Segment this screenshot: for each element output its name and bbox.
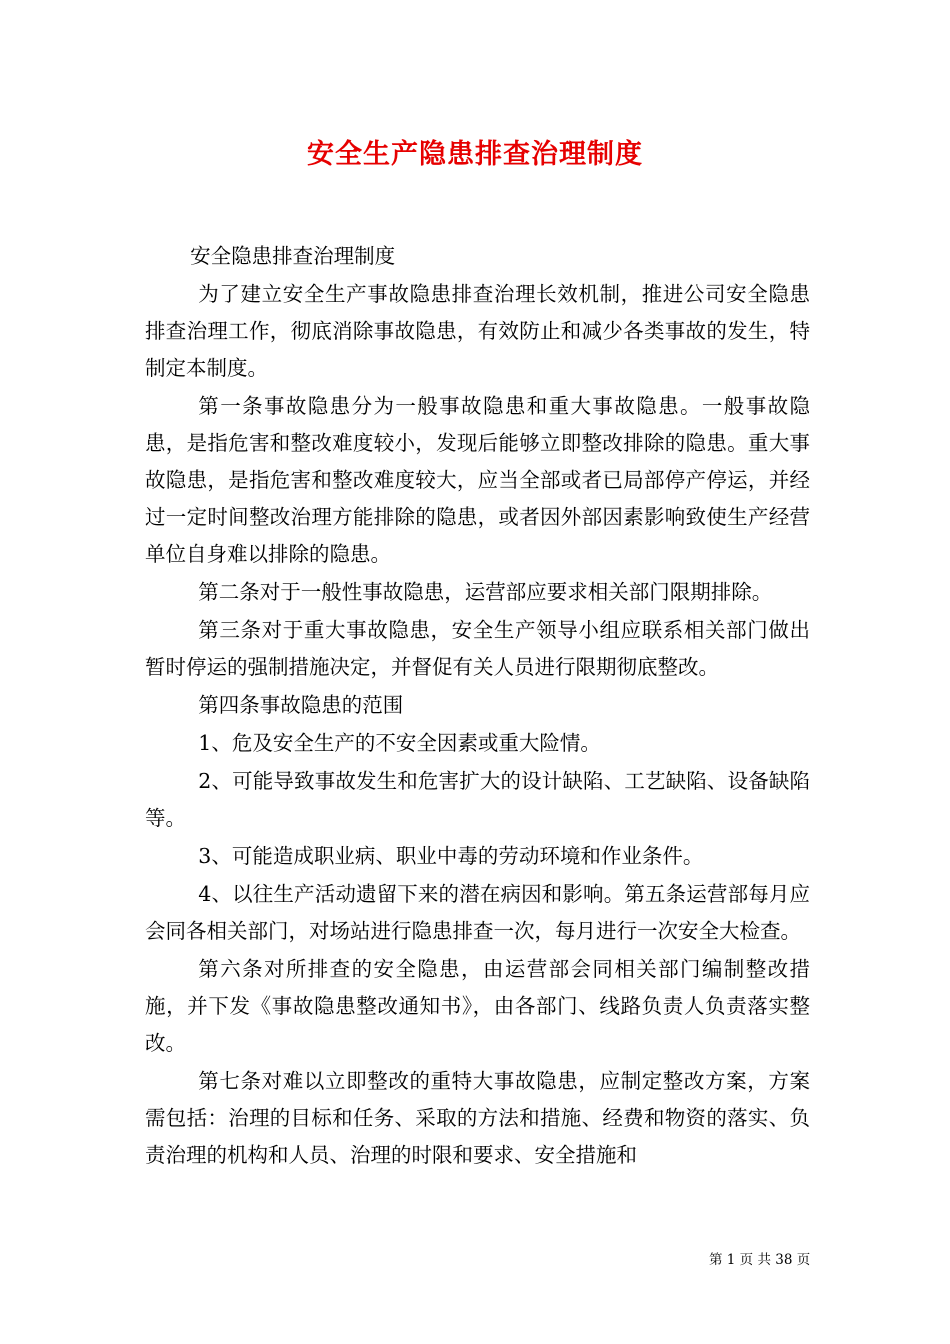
section-heading: 安全隐患排查治理制度: [190, 244, 396, 268]
document-body: [145, 238, 810, 1174]
paragraph-article-7: 第七条对难以立即整改的重特大事故隐患，应制定整改方案，方案需包括：治理的目标和任务、采取的方法和措施、经费和物资的落实、负责治理的机构和人员、治理的时限和要求、安全措施和: [145, 1069, 810, 1167]
list-item-2: 2、可能导致事故发生和危害扩大的设计缺陷、工艺缺陷、设备缺陷等。: [145, 769, 810, 830]
paragraph-article-1: 第一条事故隐患分为一般事故隐患和重大事故隐患。一般事故隐患，是指危害和整改难度较小，发现后能够立即整改排除的隐患。重大事故隐患，是指危害和整改难度较大，应当全部或者已局部停产停运，并经过一定时间整改治理方能排除的隐患，或者因外部因素影响致使生产经营单位自身难以排除的隐患。: [145, 394, 810, 566]
list-item-1: 1、危及安全生产的不安全因素或重大险情。: [198, 731, 601, 755]
document-title: 安全生产隐患排查治理制度: [307, 139, 643, 170]
paragraph-article-6: 第六条对所排查的安全隐患，由运营部会同相关部门编制整改措施，并下发《事故隐患整改通知书》，由各部门、线路负责人负责落实整改。: [145, 957, 810, 1055]
paragraph-article-3: 第三条对于重大事故隐患，安全生产领导小组应联系相关部门做出暂时停运的强制措施决定，并督促有关人员进行限期彻底整改。: [145, 618, 810, 679]
paragraph-intro: 为了建立安全生产事故隐患排查治理长效机制，推进公司安全隐患排查治理工作，彻底消除事故隐患，有效防止和减少各类事故的发生，特制定本制度。: [145, 282, 810, 380]
list-item-4: 4、以往生产活动遗留下来的潜在病因和影响。第五条运营部每月应会同各相关部门，对场站进行隐患排查一次，每月进行一次安全大检查。: [145, 882, 810, 943]
list-item-3: 3、可能造成职业病、职业中毒的劳动环境和作业条件。: [198, 844, 704, 868]
page-number-footer: 第 1 页 共 38 页: [709, 1252, 811, 1268]
paragraph-article-2: 第二条对于一般性事故隐患，运营部应要求相关部门限期排除。: [198, 580, 773, 604]
paragraph-article-4: 第四条事故隐患的范围: [198, 693, 404, 717]
